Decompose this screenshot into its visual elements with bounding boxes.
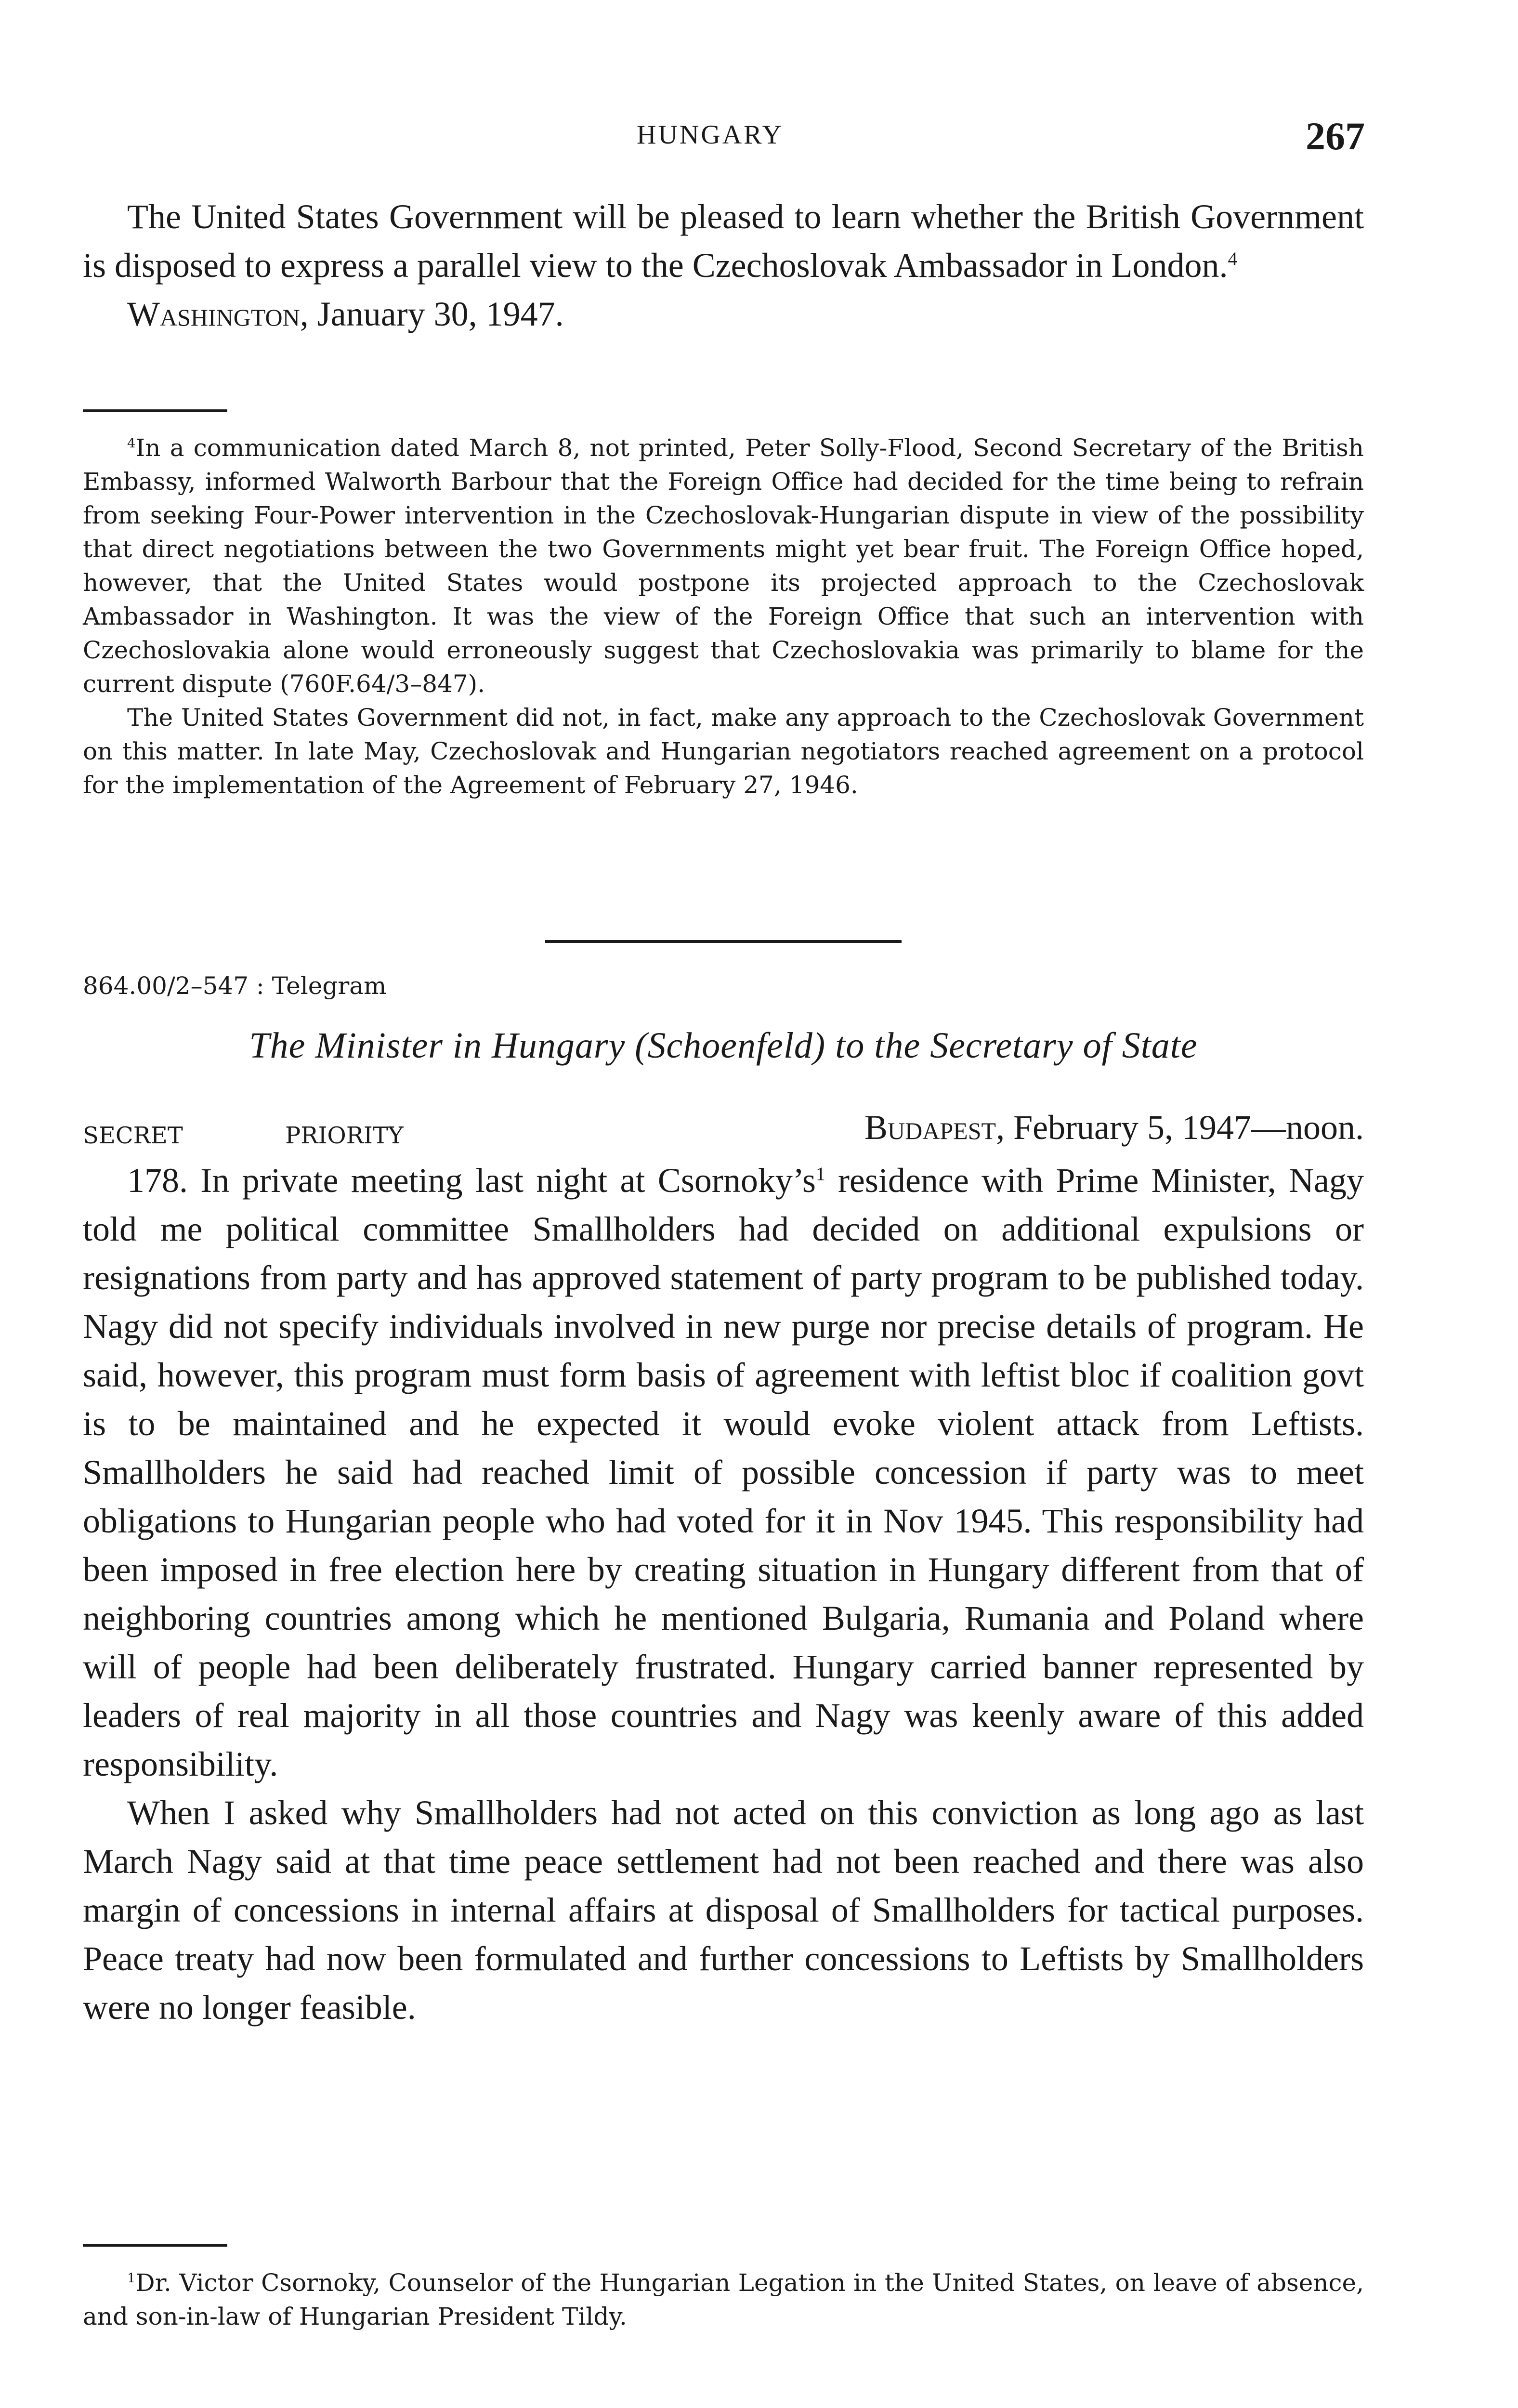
top-paragraph-block <box>83 193 1364 339</box>
section-divider <box>83 940 1364 943</box>
signoff-line <box>83 290 1364 339</box>
footnote-4-text-2: The United States Government did not, in fact, make any approach to the Czechoslovak Government on this matter. In late May, Czechoslovak and Hungarian negotiators reached agreement on a protocol for the implementation of the Agreement of February 27, 1946. <box>83 704 1364 799</box>
footnote-4-text-1: In a communication dated March 8, not printed, Peter Solly-Flood, Second Secretary of the British Embassy, informed Walworth Barbour that the Foreign Office had decided for the time being to refrain from seeking Four-Power intervention in the Czechoslovak-Hungarian dispute in view of the possibility that direct negotiations between the two Governments might yet bear fruit. The Foreign Office hoped, however, that the United States would postpone its projected approach to the Czechoslovak Ambassador in Washington. It was the view of the Foreign Office that such an intervention with Czechoslovakia alone would erroneously suggest that Czechoslovakia was primarily to blame for the current dispute (760F.64/3–847). <box>83 434 1364 698</box>
page-number: 267 <box>1306 114 1365 158</box>
running-head <box>0 114 1518 162</box>
telegram-paragraph-1-start: 178. In private meeting last night at Csornoky’s <box>127 1161 816 1200</box>
section-rule <box>545 940 902 943</box>
footnote-1-text: Dr. Victor Csornoky, Counselor of the Hungarian Legation in the United States, on leave of absence, and son-in-law of Hungarian President Tildy. <box>83 2269 1364 2330</box>
dateline-date: , February 5, 1947—noon. <box>996 1108 1364 1147</box>
dateline-place-date <box>864 1108 1364 1148</box>
dateline <box>83 1108 1364 1156</box>
footnote-1-paragraph <box>83 2266 1364 2333</box>
footnote-1-reference: 1 <box>815 1163 825 1184</box>
telegram-paragraph-2-text: When I asked why Smallholders had not acted on this conviction as long ago as last March Nagy said at that time peace settlement had not been reached and there was also margin of concessions in internal affairs at disposal of Smallholders for tactical purposes. Peace treaty had now been formulated and further concessions to Leftists by Smallholders were no longer feasible. <box>83 1793 1364 2027</box>
footnote-1-marker: 1 <box>127 2270 136 2286</box>
signoff-place: Washington <box>127 295 300 333</box>
dateline-place: Budapest <box>864 1108 996 1147</box>
footnote-4-reference: 4 <box>1228 248 1238 269</box>
closing-paragraph-text: The United States Government will be pleased to learn whether the British Government is disposed to express a parallel view to the Czechoslovak Ambassador in London. <box>83 197 1364 285</box>
footnote-4-marker: 4 <box>127 435 136 451</box>
footnote-4-paragraph-2 <box>83 701 1364 802</box>
document-body <box>83 1108 1364 2032</box>
document-heading: The Minister in Hungary (Schoenfeld) to the Secretary of State <box>249 1025 1198 1066</box>
signoff-date: , January 30, 1947. <box>300 295 564 333</box>
telegram-paragraph-1-rest: residence with Prime Minister, Nagy told me political committee Smallholders had decided on additional expulsions or resignations from party and has approved statement of party program to be published today. Nagy did not specify individuals involved in new purge nor precise details of program. He said, however, this program must form basis of agreement with leftist bloc if coalition govt is to be maintained and he expected it would evoke violent attack from Leftists. Smallholders he said had reached limit of possible concession if party was to meet obligations to Hungarian people who had voted for it in Nov 1945. This responsibility had been imposed in free election here by creating situation in Hungary different from that of neighboring countries among which he mentioned Bulgaria, Rumania and Poland where will of people had been deliberately frustrated. Hungary carried banner represented by leaders of real majority in all those countries and Nagy was keenly aware of this added responsibility. <box>83 1161 1364 1783</box>
classification-priority: PRIORITY <box>285 1122 404 1149</box>
footnote-1-block <box>83 2244 1364 2333</box>
document-file-number: 864.00/2–547 : Telegram <box>83 972 387 1000</box>
closing-paragraph <box>83 193 1364 290</box>
document-header <box>83 972 1364 1067</box>
footnote-4-block <box>83 409 1364 802</box>
running-head-title: HUNGARY <box>637 120 784 150</box>
footnote-4-paragraph-1 <box>83 431 1364 701</box>
telegram-paragraph-2 <box>83 1789 1364 2032</box>
classification-secret: SECRET <box>83 1122 183 1149</box>
telegram-paragraph-1 <box>83 1156 1364 1789</box>
